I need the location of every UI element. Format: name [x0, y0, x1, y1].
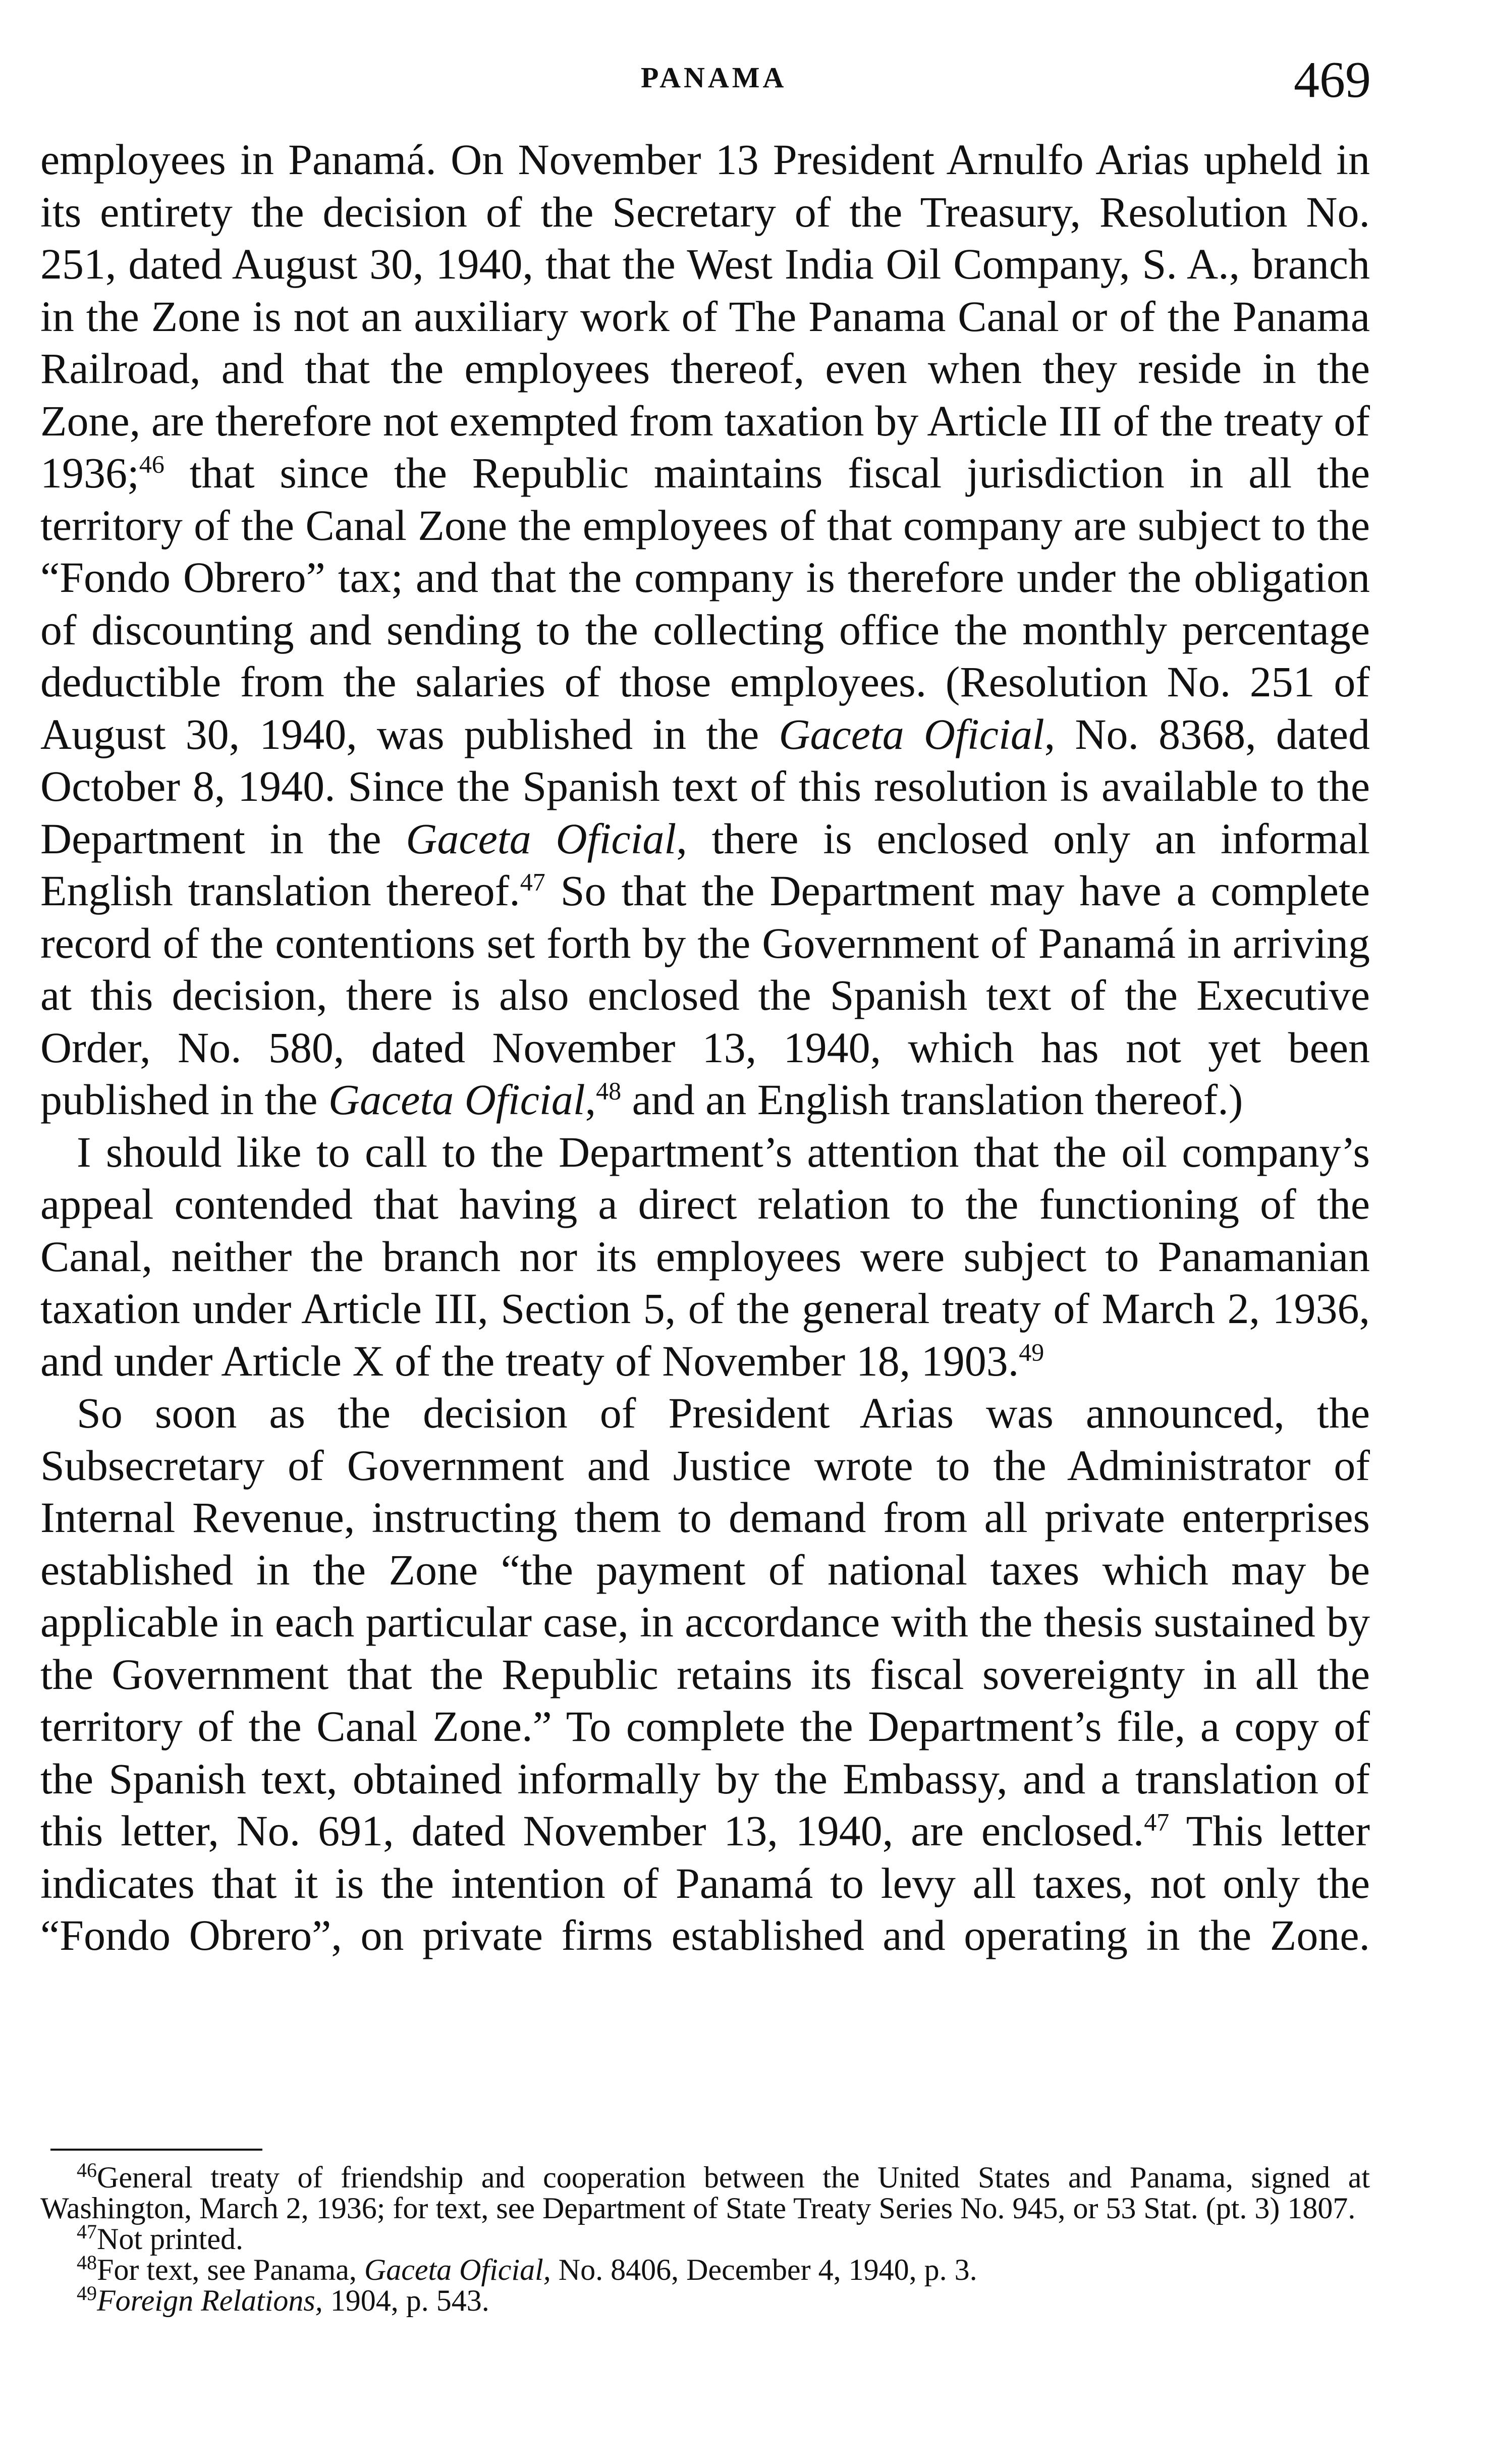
footnote-text: For text, see Panama, [97, 2253, 364, 2286]
footnote-ref-49: 49 [1019, 1337, 1044, 1366]
gaceta-oficial-title: Gaceta Oficial [779, 709, 1044, 758]
footnote-ref-48: 48 [596, 1076, 622, 1105]
footnote-46 [40, 2159, 1370, 2225]
paragraph-3-text-b: This letter indicates that it is the intention of Panamá to levy all taxes, not only the “Fondo Obrero”, on private firms established and operating in the Zone. [40, 1806, 1370, 1959]
footnote-mark: 49 [77, 2282, 97, 2305]
footnote-48 [40, 2251, 1370, 2286]
running-head: PANAMA [641, 61, 787, 94]
footnote-text: General treaty of friendship and cooperation between the United States and Panama, signed at Washington, March 2, 1936; for text, see Department of State Treaty Series No. 945, or 53 Stat. (pt. 3) 1807. [40, 2161, 1370, 2225]
paragraph-3-text-a: So soon as the decision of President Arias was announced, the Subsecretary of Government and Justice wrote to the Administrator of Internal Revenue, instructing them to demand from all private enterprises established in the Zone “the payment of national taxes which may be applicable in each particular case, in accordance with the thesis sustained by the Government that the Republic retains its fiscal sovereignty in all the territory of the Canal Zone.” To complete the Department’s file, a copy of the Spanish text, obtained informally by the Embassy, and a translation of this letter, No. 691, dated November 13, 1940, are enclosed. [40, 1389, 1370, 1855]
footnote-divider [50, 2149, 262, 2151]
paragraph-1 [40, 134, 1370, 1126]
footnote-mark: 46 [77, 2159, 97, 2181]
gaceta-oficial-title: Gaceta Oficial, [364, 2253, 551, 2286]
foreign-relations-title: Foreign Relations, [97, 2284, 323, 2317]
paragraph-2 [40, 1126, 1370, 1388]
body-text [40, 134, 1370, 1962]
paragraph-1-text-b: that since the Republic maintains fiscal jurisdiction in all the territory of the Canal Zone the employees of that company are subject to the “Fondo Obrero” tax; and that the company is therefore under the obligation of discounting and sending to the collecting office the monthly percentage deductible from the salaries of those employees. (Resolution No. 251 of August 30, 1940, was published in the [40, 449, 1370, 758]
footnote-text: No. 8406, December 4, 1940, p. 3. [550, 2253, 977, 2286]
paragraph-1-text-a: employees in Panamá. On November 13 President Arnulfo Arias upheld in its entirety the decision of the Secretary of the Treasury, Resolution No. 251, dated August 30, 1940, that the West India Oil Company, S. A., branch in the Zone is not an auxiliary work of The Panama Canal or of the Panama Railroad, and that the employees thereof, even when they reside in the Zone, are therefore not exempted from taxation by Article III of the treaty of 1936; [40, 135, 1370, 497]
footnote-mark: 48 [77, 2251, 97, 2274]
paragraph-1-text-f: , [585, 1075, 596, 1124]
footnote-text: 1904, p. 543. [322, 2284, 489, 2317]
gaceta-oficial-title: Gaceta Oficial [328, 1075, 585, 1124]
paragraph-3 [40, 1387, 1370, 1962]
footnote-49 [40, 2282, 1370, 2317]
gaceta-oficial-title: Gaceta Oficial [406, 814, 677, 863]
footnotes [40, 2159, 1370, 2317]
paragraph-1-text-d: , there is enclosed only an informal English translation thereof. [40, 814, 1370, 915]
footnote-ref-46: 46 [139, 450, 164, 478]
paragraph-1-text-e: So that the Department may have a complete record of the contentions set forth by the Government of Panamá in arriving at this decision, there is also enclosed the Spanish text of the Executive Order, No. 580, dated November 13, 1940, which has not yet been published in the [40, 866, 1370, 1124]
footnote-ref-47: 47 [1144, 1808, 1170, 1836]
footnote-47 [40, 2220, 1370, 2256]
footnote-ref-47: 47 [520, 867, 545, 896]
footnote-mark: 47 [77, 2220, 97, 2243]
paragraph-1-text-g: and an English translation thereof.) [621, 1075, 1243, 1124]
paragraph-1-text-c: , No. 8368, dated October 8, 1940. Since the Spanish text of this resolution is available to the Department in the [40, 709, 1370, 863]
paragraph-2-text: I should like to call to the Department’s attention that the oil company’s appeal contended that having a direct relation to the functioning of the Canal, neither the branch nor its employees were subject to Panamanian taxation under Article III, Section 5, of the general treaty of March 2, 1936, and under Article X of the treaty of November 18, 1903. [40, 1127, 1370, 1385]
footnote-text: Not printed. [97, 2222, 243, 2256]
page-number: 469 [1294, 51, 1371, 108]
